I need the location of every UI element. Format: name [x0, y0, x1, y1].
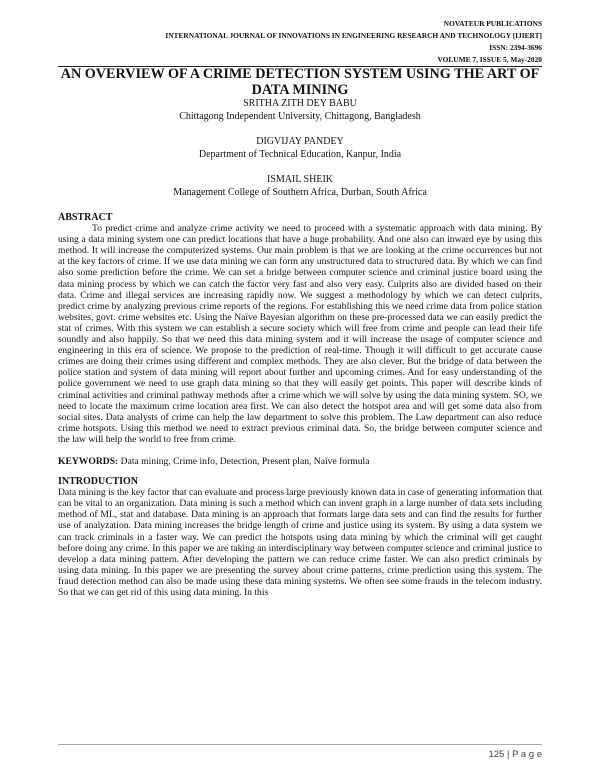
keywords-label: KEYWORDS:: [58, 455, 119, 467]
abstract-heading: ABSTRACT: [58, 212, 113, 223]
author-affiliation: Chittagong Independent University, Chittagong, Bangladesh: [179, 111, 421, 122]
author-block: [58, 97, 542, 211]
journal-header: [165, 18, 542, 66]
author-affiliation: Department of Technical Education, Kanpur, India: [198, 149, 402, 160]
journal-name: INTERNATIONAL JOURNAL OF INNOVATIONS IN ENGINEERING RESEARCH AND TECHNOLOGY [IJIERT]: [165, 31, 542, 40]
author-name: DIGVIJAY PANDEY: [256, 136, 344, 147]
issn: ISSN: 2394-3696: [489, 43, 542, 52]
author-name: ISMAIL SHEIK: [266, 174, 333, 185]
publisher: NOVATEUR PUBLICATIONS: [443, 19, 542, 28]
introduction-text: Data mining is the key factor that can evaluate and process large previously known data in case of generating information that can be vital to an organization. Data mining is such a method which can invent graph in a large number of data sets including method of ML, stat and database. Data mining is an approach that formats large data sets and can find the results for further use of analyzation. Data mining increases the bridge length of crime and justice using its system. By using a data system we can track criminals in a faster way. We can predict the hotspots using data mining by which the criminal will get caught before doing any crime. In this paper we are taking an interdisciplinary way between computer science and criminal justice to develop a data mining pattern. After developing the pattern we can reduce crime faster. We can also predict criminals by using data mining. In this paper we are presenting the survey about crime patterns, crime prediction using this system. The fraud detection method can also be made using these data mining systems. We often see some frauds in the telecom industry. So that we can get rid of this using data mining. In this: [58, 487, 542, 598]
paper-title: AN OVERVIEW OF A CRIME DETECTION SYSTEM USING THE ART OF DATA MINING: [60, 66, 540, 98]
volume-issue: VOLUME 7, ISSUE 5, May-2020: [437, 55, 542, 64]
author: [58, 97, 542, 123]
author: [58, 135, 542, 161]
introduction-heading: INTRODUCTION: [58, 476, 139, 488]
author: [58, 173, 542, 199]
author-affiliation: Management College of Southern Africa, Durban, South Africa: [173, 187, 427, 198]
author-name: SRITHA ZITH DEY BABU: [243, 98, 357, 109]
abstract-text: To predict crime and analyze crime activity we need to proceed with a systematic approach with data mining. By using a data mining system one can predict locations that have a huge probability. And one also can inward eye by using this method. It will increase the computerized systems. Our main problem is that we are looking at the crime occurrences but not at the key factors of crime. If we use data mining we can form any unstructured data to structured data. By which we can find also some prediction before the crime. We can set a bridge between computer science and criminal justice board using the data mining process by which we can catch the factor very fast and also very easy. Culprits also are divided based on their data. Crime and illegal services are increasing rapidly now. We suggest a methodology by which we can detect culprits, predict crime by analyzing previous crime reports of the regions. For establishing this we need crime data from police station websites, govt. crime websites etc. Using the Naïve Bayesian algorithm on these pre-processed data we can easily predict the stat of crimes. With this system we can establish a secure society which will free from crime and people can lead their life soundly and also happily. So that we need this data mining system and it will increase the usage of computer science and engineering in this era of science. We propose to the prediction of real-time. Though it will difficult to get accurate cause crimes are doing their crimes using different and complex methods. They are also clever. But the bridge of data between the police station and system of data mining will report about further and upcoming crimes. And for easy understanding of the police government we need to use graph data mining so that they will easily get points. This paper will describe kinds of criminal activities and criminal pathway methods after a crime which we will solve by using the data mining system. SO, we need to locate the maximum crime location area first. We can also detect the hotspot area and will get some data also from social sites. Data analysts of crime can help the law department to solve this problem. The Law department can also reduce crime hotspots. Using this method we need to extract previous criminal data. So, the bridge between computer science and the law will help the world to free from crime.: [58, 223, 542, 445]
footer-rule: [58, 744, 542, 745]
keywords-line: [58, 456, 542, 467]
paper-body: [58, 212, 542, 598]
page-number: 125 | P a g e: [488, 749, 542, 760]
keywords-text: Data mining, Crime info, Detection, Present plan, Naïve formula: [120, 455, 370, 467]
